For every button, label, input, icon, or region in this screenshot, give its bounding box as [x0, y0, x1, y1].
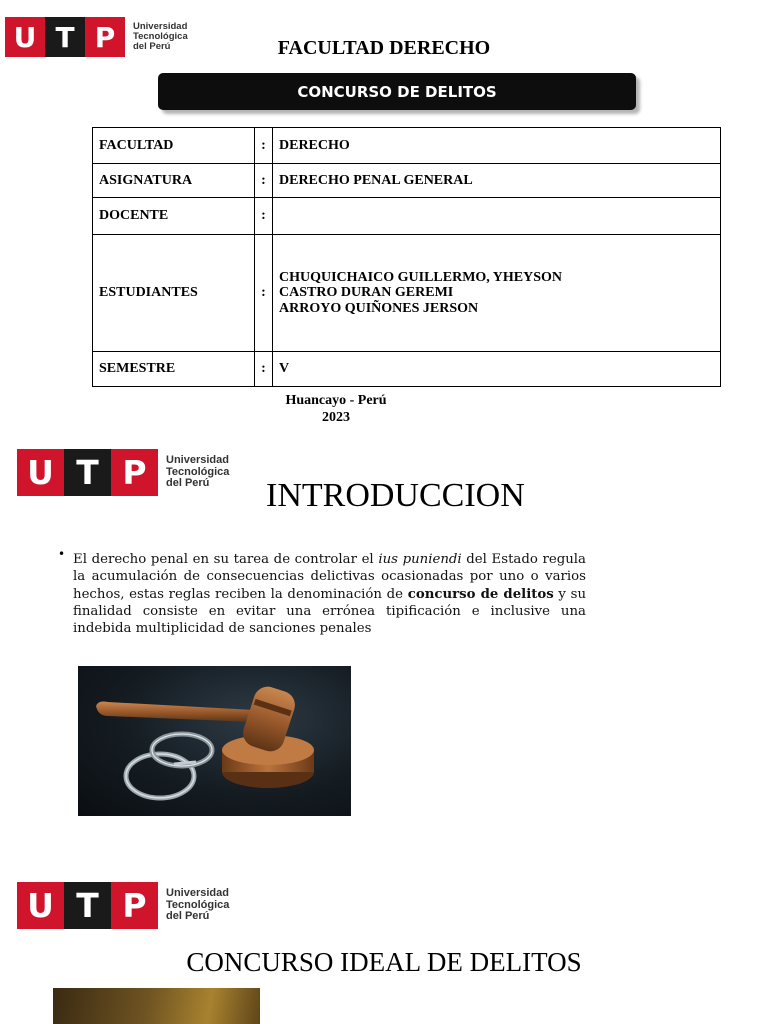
row-value — [273, 235, 721, 352]
para-bold-term: concurso de delitos — [407, 586, 554, 602]
logo-name-line: Universidad — [133, 21, 188, 33]
place-date — [268, 392, 404, 426]
faculty-title: FACULTAD DERECHO — [277, 37, 491, 59]
intro-heading: INTRODUCCION — [266, 477, 525, 514]
logo-letter-t: T — [64, 449, 111, 496]
logo-name-line: Tecnológica — [166, 465, 230, 478]
logo-name-line: Universidad — [166, 887, 229, 900]
intro-paragraph — [73, 551, 586, 637]
table-row — [93, 352, 721, 387]
table-row — [93, 128, 721, 164]
row-label: SEMESTRE — [93, 352, 255, 387]
logo-letter-p: P — [85, 17, 125, 57]
row-value — [273, 128, 721, 164]
banner-text: CONCURSO DE DELITOS — [297, 82, 497, 101]
logo-letter-t: T — [64, 882, 111, 929]
place-text: Huancayo - Perú — [285, 393, 387, 408]
utp-logo-boxes — [17, 882, 158, 929]
utp-logo — [17, 449, 229, 496]
para-text: del Estado regula la acumulación de consecuencias delictivas ocasionadas por uno o varios hechos, estas reglas reciben la denominación de — [73, 552, 586, 602]
row-label: DOCENTE — [93, 198, 255, 235]
value-line: V — [279, 361, 290, 377]
title-banner — [158, 73, 636, 110]
para-text: y su finalidad consiste en evitar una errónea tipificación e inclusive una indebida multiplicidad de sanciones penales — [73, 586, 587, 637]
row-colon: : — [255, 198, 273, 235]
row-label: FACULTAD — [93, 128, 255, 164]
logo-name-line: Tecnológica — [133, 31, 188, 43]
year-text: 2023 — [322, 410, 350, 425]
logo-name-line: del Perú — [166, 477, 210, 490]
logo-letter-u: U — [17, 882, 64, 929]
row-label: ASIGNATURA — [93, 164, 255, 198]
logo-name-line: del Perú — [133, 40, 171, 52]
para-italic-term: ius puniendi — [378, 552, 462, 567]
value-line: DERECHO PENAL GENERAL — [279, 172, 473, 188]
info-table — [92, 127, 721, 387]
utp-logo — [17, 882, 229, 929]
table-row — [93, 164, 721, 198]
ideal-heading: CONCURSO IDEAL DE DELITOS — [186, 947, 582, 977]
logo-name-line: Tecnológica — [166, 898, 230, 911]
logo-letter-p: P — [111, 882, 158, 929]
logo-letter-u: U — [5, 17, 45, 57]
logo-letter-t: T — [45, 17, 85, 57]
section-photo — [53, 988, 260, 1024]
row-value — [273, 352, 721, 387]
row-colon: : — [255, 352, 273, 387]
bullet-marker: • — [58, 547, 66, 561]
table-row — [93, 235, 721, 352]
row-colon: : — [255, 128, 273, 164]
student-name: ARROYO QUIÑONES JERSON — [279, 300, 479, 316]
logo-university-name — [166, 888, 229, 923]
logo-letter-p: P — [111, 449, 158, 496]
row-value — [273, 164, 721, 198]
table-row — [93, 198, 721, 235]
student-name: CHUQUICHAICO GUILLERMO, YHEYSON — [279, 269, 563, 285]
row-colon: : — [255, 235, 273, 352]
row-colon: : — [255, 164, 273, 198]
logo-university-name — [166, 455, 229, 490]
row-label: ESTUDIANTES — [93, 235, 255, 352]
gavel-handcuffs-photo — [78, 666, 351, 816]
logo-name-line: Universidad — [166, 454, 229, 467]
value-line: DERECHO — [279, 137, 350, 153]
row-value-empty — [273, 198, 721, 235]
logo-letter-u: U — [17, 449, 64, 496]
utp-logo-boxes — [17, 449, 158, 496]
para-text: El derecho penal en su tarea de controlar el — [73, 552, 379, 567]
gavel-illustration — [78, 666, 351, 816]
logo-name-line: del Perú — [166, 910, 210, 923]
student-name: CASTRO DURAN GEREMI — [279, 285, 454, 301]
